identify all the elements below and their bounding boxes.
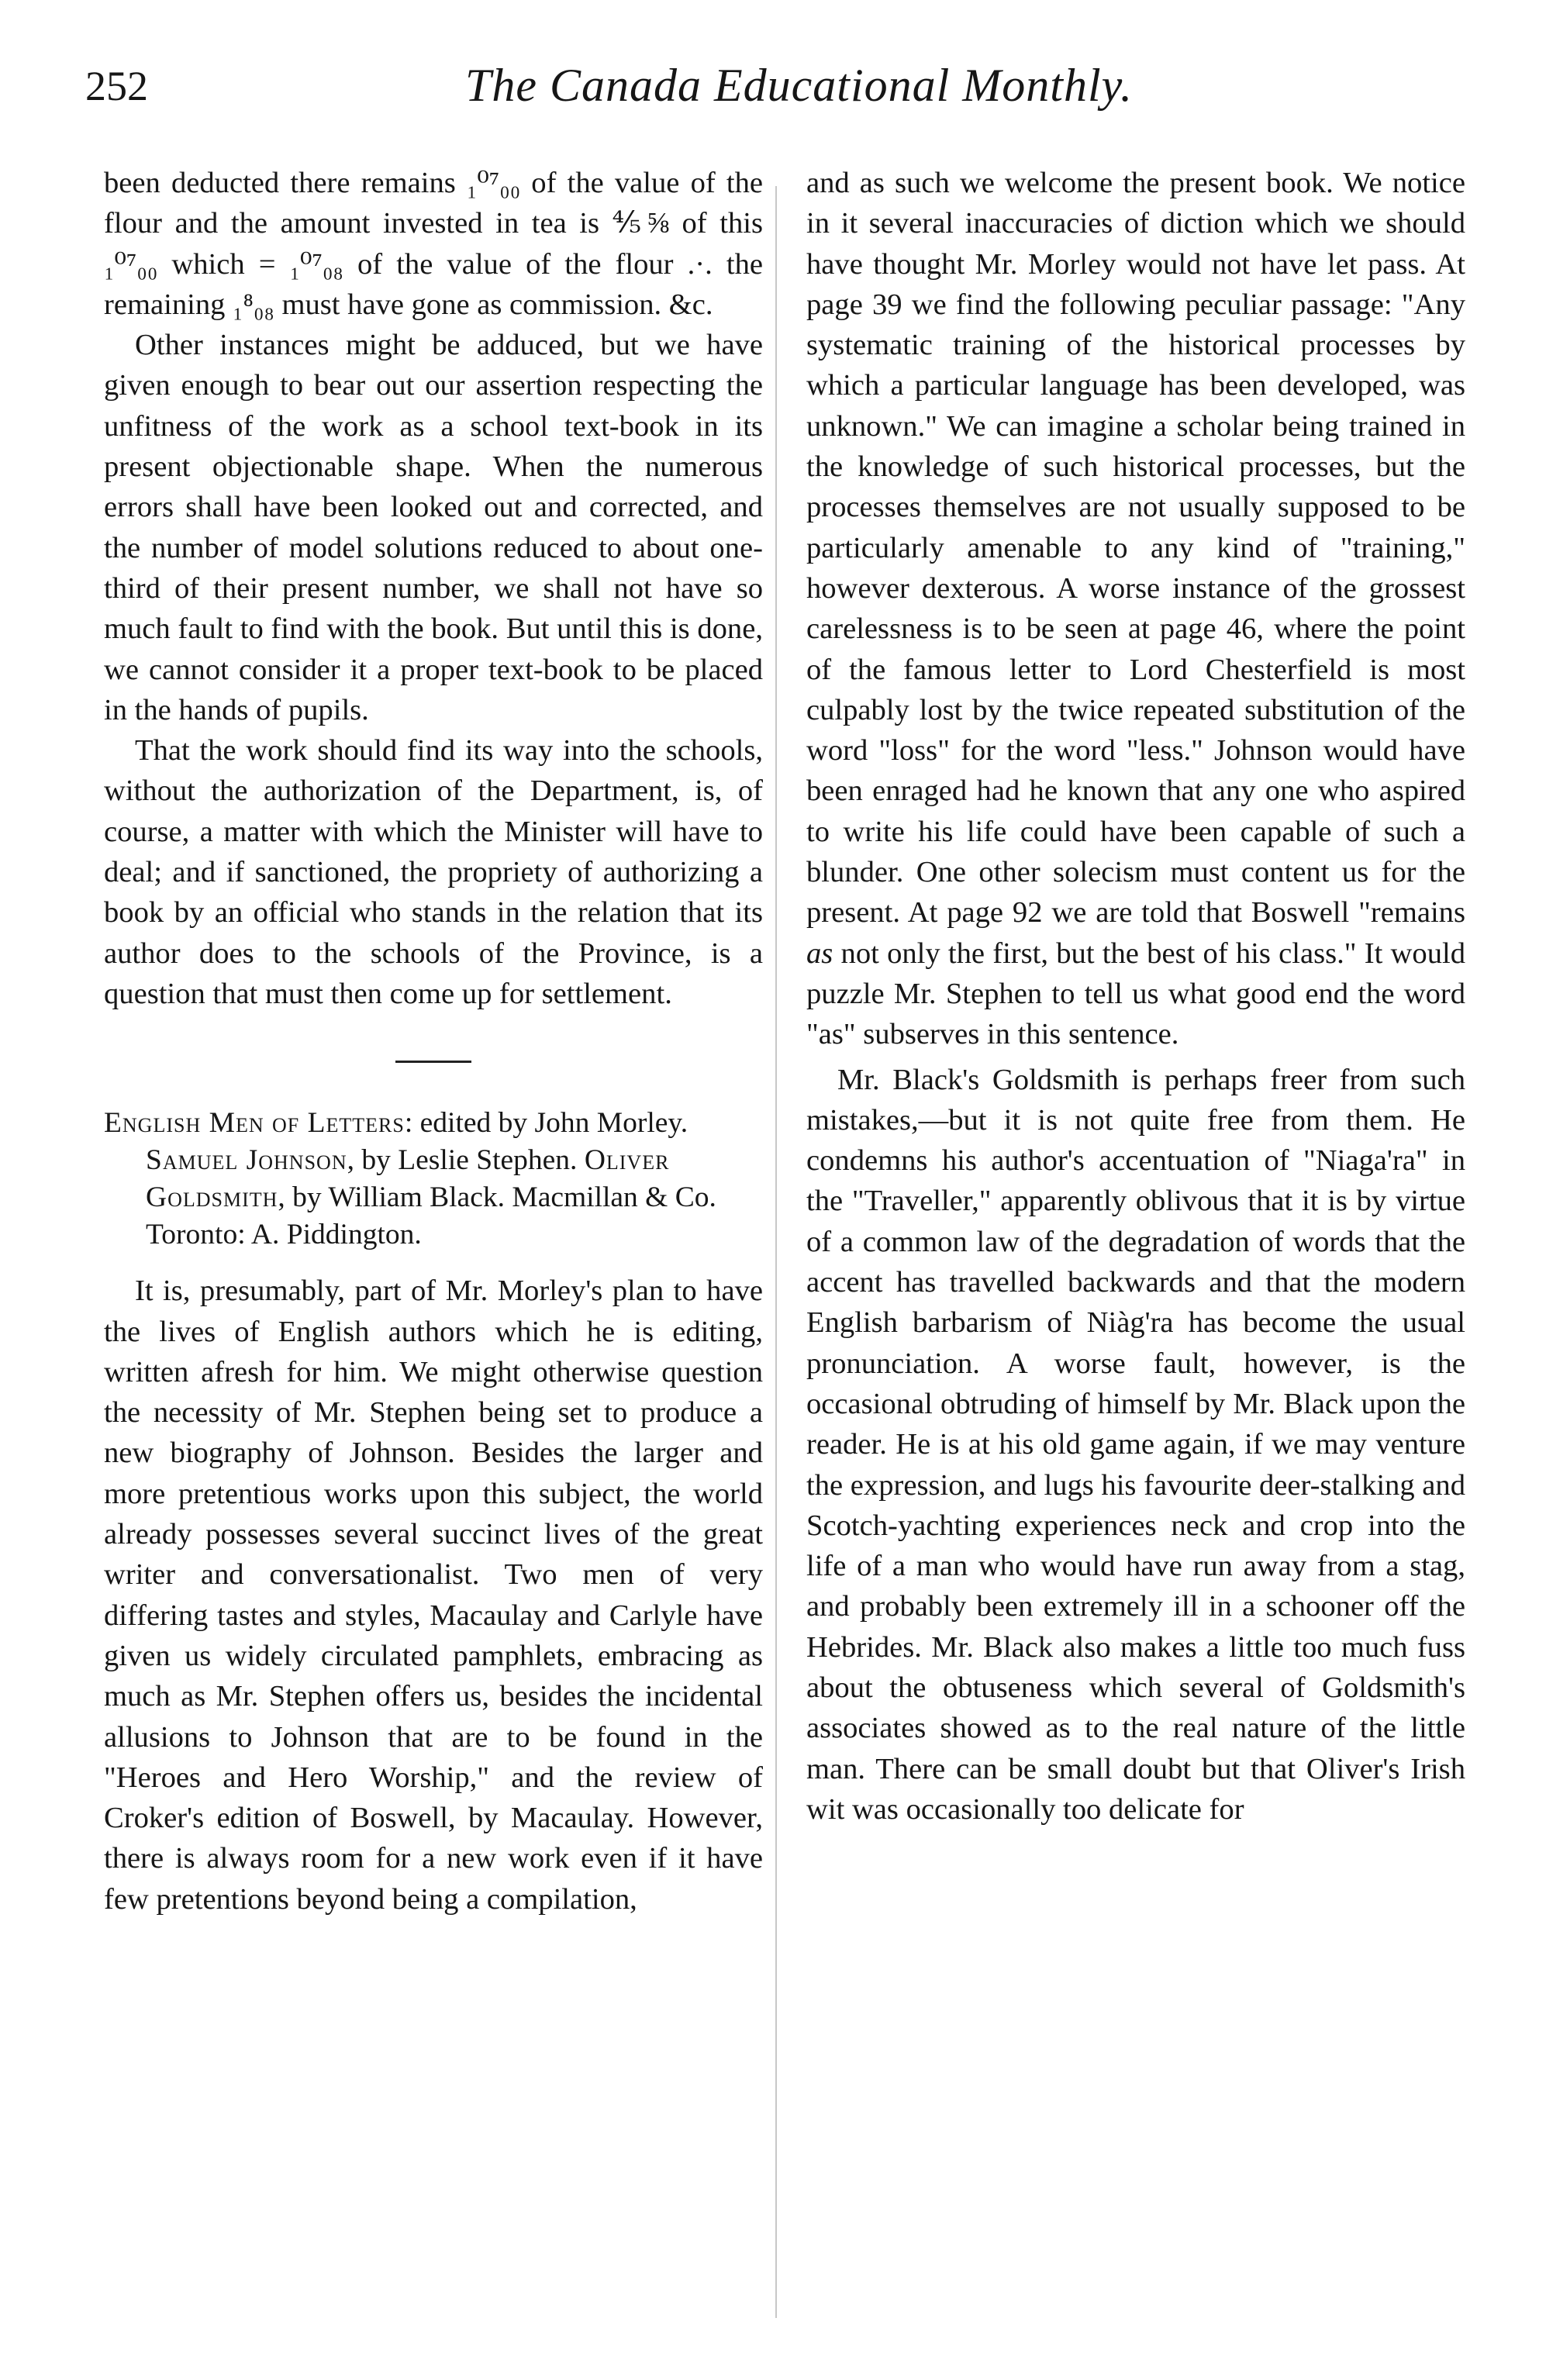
review-book-2-author: , by William Black. Macmillan & Co. Toronto: A. Piddington. (146, 1181, 716, 1251)
left-paragraph-2: Other instances might be adduced, but we have given enough to bear out our assertion respecting the unfitness of the work as a school text-book in its present objectionable shape. When the numerous errors shall have been looked out and corrected, and the number of model solutions reduced to about one-third of their present number, we shall not have so much fault to find with the book. But until this is done, we cannot consider it a proper text-book to be placed in the hands of pupils. (104, 329, 763, 726)
running-title: The Canada Educational Monthly. (465, 60, 1133, 111)
right-paragraph-1-text-b: not only the first, but the best of his class." It would puzzle Mr. Stephen to tell us what good end the word "as" subserves in this sentence. (806, 936, 1465, 1051)
column-rule (775, 186, 777, 2318)
review-series: English Men of Letters (104, 1107, 405, 1140)
left-paragraph-3: That the work should find its way into the schools, without the authorization of the Department, is, of course, a matter with which the Minister will have to deal; and if sanctioned, the propriety of authorizing a book by an official who stands in the relation that its author does to the schools of the Province, is a question that must then come up for settlement. (104, 734, 763, 1010)
review-edited-by: : edited by John Morley. (404, 1107, 688, 1140)
review-heading (104, 1105, 763, 1254)
right-paragraph-1-emphasis: as (806, 936, 833, 970)
review-book-2: Oliver Goldsmith (146, 1144, 670, 1214)
right-paragraph-1 (806, 163, 1465, 1055)
review-book-1: Samuel Johnson (146, 1144, 347, 1177)
right-column (806, 163, 1465, 1830)
left-column (104, 163, 763, 1920)
right-paragraph-2: Mr. Black's Goldsmith is perhaps freer from such mistakes,—but it is not quite free from them. He condemns his author's accentuation of "Niaga'ra" in the "Traveller," apparently oblivous that it is by virtue of a common law of the degradation of words that the accent has travelled backwards and that the modern English barbarism of Niàg'ra has become the usual pronunciation. A worse fault, however, is the occasional obtruding of himself by Mr. Black upon the reader. He is at his old game again, if we may venture the expression, and lugs his favourite deer-stalking and Scotch-yachting experiences neck and crop into the life of a man who would have run away from a stag, and probably been extremely ill in a schooner off the Hebrides. Mr. Black also makes a little too much fuss about the obtuseness which several of Goldsmith's associates showed as to the real nature of the little man. There can be small doubt but that Oliver's Irish wit was occasionally too delicate for (806, 1063, 1465, 1826)
page-number: 252 (85, 63, 148, 109)
left-paragraph-4: It is, presumably, part of Mr. Morley's plan to have the lives of English authors which he is editing, written afresh for him. We might otherwise question the necessity of Mr. Stephen being set to produce a new biography of Johnson. Besides the larger and more pretentious works upon this subject, the world already possesses several succinct lives of the great writer and conversationalist. Two men of very differing tastes and styles, Macaulay and Carlyle have given us widely circulated pamphlets, embracing as much as Mr. Stephen offers us, besides the incidental allusions to Johnson that are to be found in the "Heroes and Hero Worship," and the review of Croker's edition of Boswell, by Macaulay. However, there is always room for a new work even if it have few pretentions beyond being a compilation, (104, 1275, 763, 1916)
section-separator (395, 1061, 471, 1063)
left-paragraph-1: been deducted there remains ₁⁰⁷₀₀ of the value of the flour and the amount invested in tea is ⅘⅝ of this ₁⁰⁷₀₀ which = ₁⁰⁷₀₈ of the value of the flour .·. the remaining ₁⁸₀₈ must have gone as commission. &c. (104, 167, 763, 321)
right-paragraph-1-text-a: and as such we welcome the present book. We notice in it several inaccuracies of diction which we should have thought Mr. Morley would not have let pass. At page 39 we find the following peculiar passage: "Any systematic training of the historical processes by which a particular language has been developed, was unknown." We can imagine a scholar being trained in the knowledge of such historical processes, but the processes themselves are not usually supposed to be particularly amenable to any kind of "training," however dexterous. A worse instance of the grossest carelessness is to be seen at page 46, where the point of the famous letter to Lord Chesterfield is most culpably lost by the twice repeated substitution of the word "loss" for the word "less." Johnson would have been enraged had he known that any one who aspired to write his life could have been capable of such a blunder. One other solecism must content us for the present. At page 92 we are told that Boswell "remains (806, 167, 1465, 930)
review-book-1-author: , by Leslie Stephen. (347, 1144, 578, 1177)
